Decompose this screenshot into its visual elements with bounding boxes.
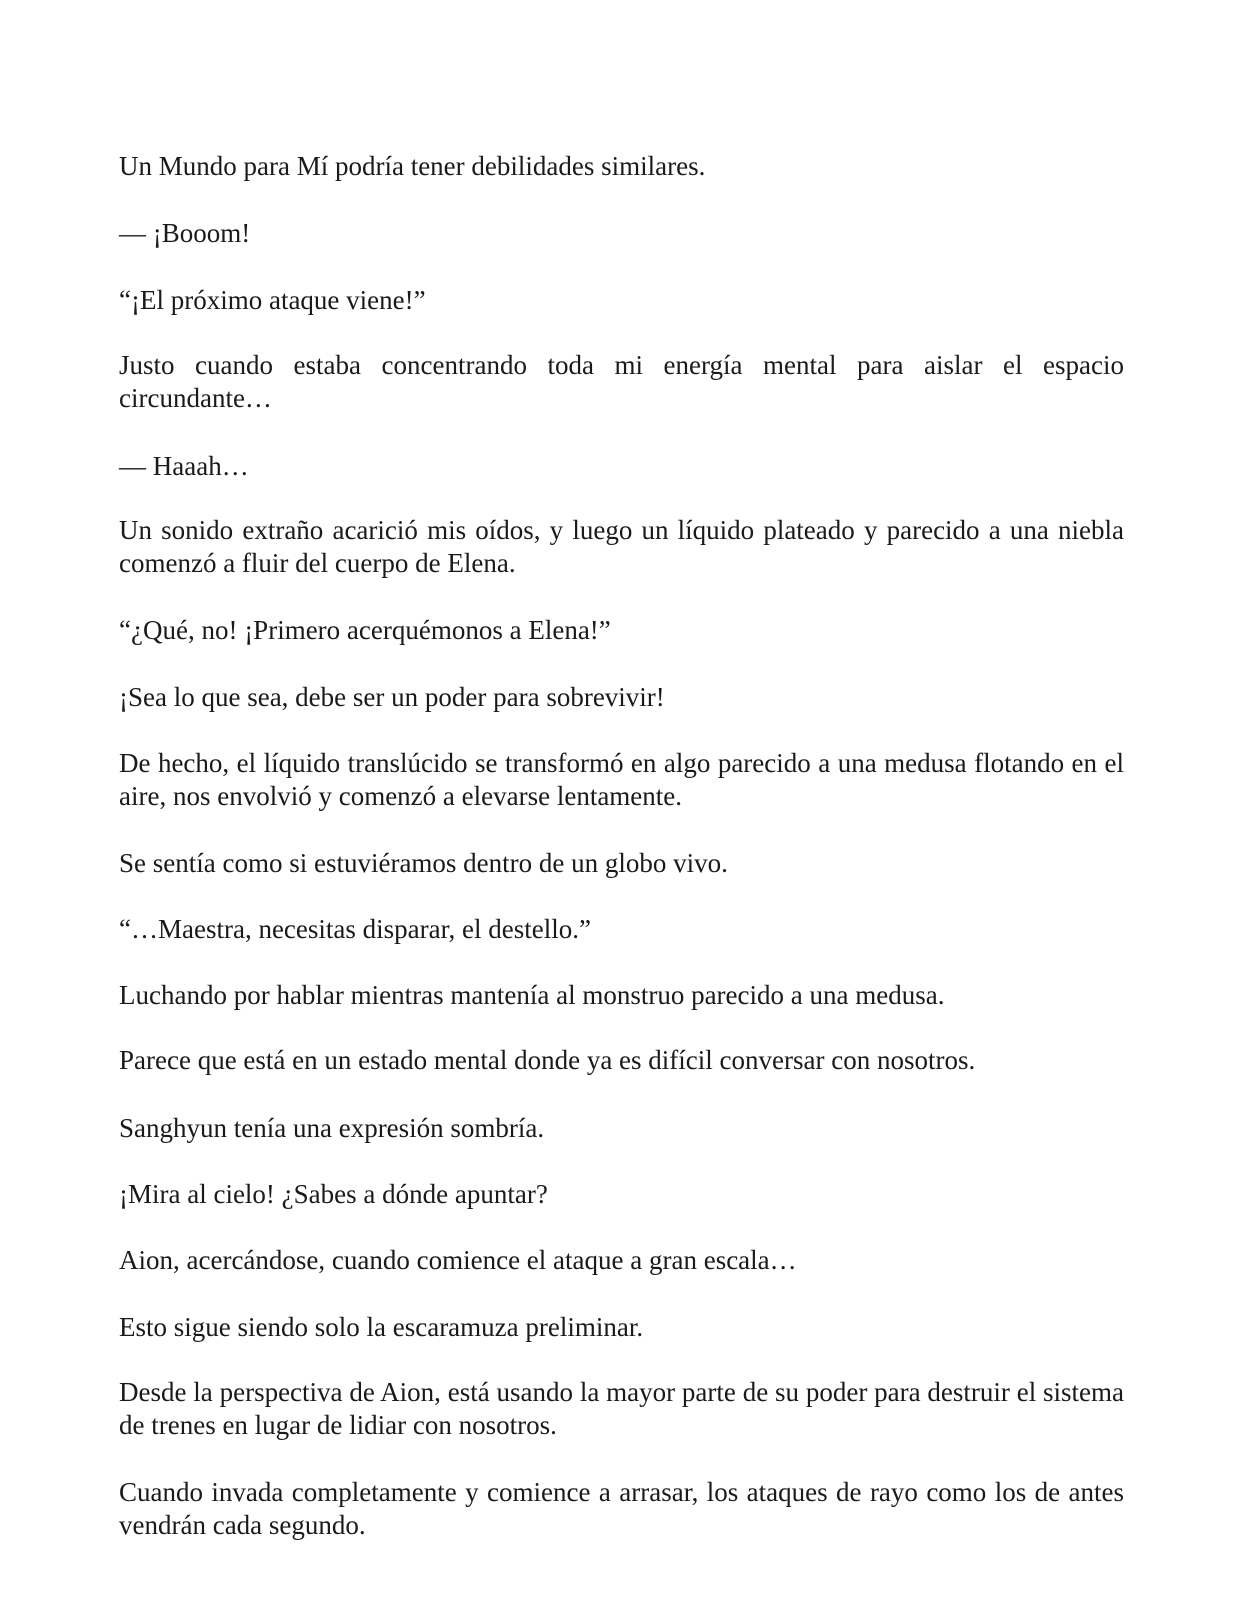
paragraph-16: Aion, acercándose, cuando comience el ataque a gran escala… bbox=[119, 1245, 797, 1275]
paragraph-13: Parece que está en un estado mental donde ya es difícil conversar con nosotros. bbox=[119, 1045, 976, 1075]
paragraph-12: Luchando por hablar mientras mantenía al monstruo parecido a una medusa. bbox=[119, 980, 945, 1010]
paragraph-11: “…Maestra, necesitas disparar, el destello.” bbox=[119, 914, 591, 944]
paragraph-4: Justo cuando estaba concentrando toda mi energía mental para aislar el espacio circundante… bbox=[119, 350, 1124, 413]
paragraph-8: ¡Sea lo que sea, debe ser un poder para sobrevivir! bbox=[119, 682, 665, 712]
paragraph-7: “¿Qué, no! ¡Primero acerquémonos a Elena!” bbox=[119, 615, 611, 645]
paragraph-17: Esto sigue siendo solo la escaramuza preliminar. bbox=[119, 1312, 644, 1342]
paragraph-14: Sanghyun tenía una expresión sombría. bbox=[119, 1113, 545, 1143]
paragraph-1: Un Mundo para Mí podría tener debilidades similares. bbox=[119, 151, 706, 181]
paragraph-5: — Haaah… bbox=[119, 451, 249, 481]
paragraph-6: Un sonido extraño acarició mis oídos, y luego un líquido plateado y parecido a una niebla comenzó a fluir del cuerpo de Elena. bbox=[119, 515, 1124, 578]
paragraph-3: “¡El próximo ataque viene!” bbox=[119, 285, 426, 315]
paragraph-2: — ¡Booom! bbox=[119, 218, 251, 248]
paragraph-10: Se sentía como si estuviéramos dentro de un globo vivo. bbox=[119, 848, 728, 878]
paragraph-15: ¡Mira al cielo! ¿Sabes a dónde apuntar? bbox=[119, 1179, 548, 1209]
paragraph-18: Desde la perspectiva de Aion, está usando la mayor parte de su poder para destruir el sistema de trenes en lugar de lidiar con nosotros. bbox=[119, 1377, 1124, 1440]
paragraph-19: Cuando invada completamente y comience a arrasar, los ataques de rayo como los de antes vendrán cada segundo. bbox=[119, 1477, 1124, 1540]
paragraph-9: De hecho, el líquido translúcido se transformó en algo parecido a una medusa flotando en el aire, nos envolvió y comenzó a elevarse lentamente. bbox=[119, 748, 1124, 811]
